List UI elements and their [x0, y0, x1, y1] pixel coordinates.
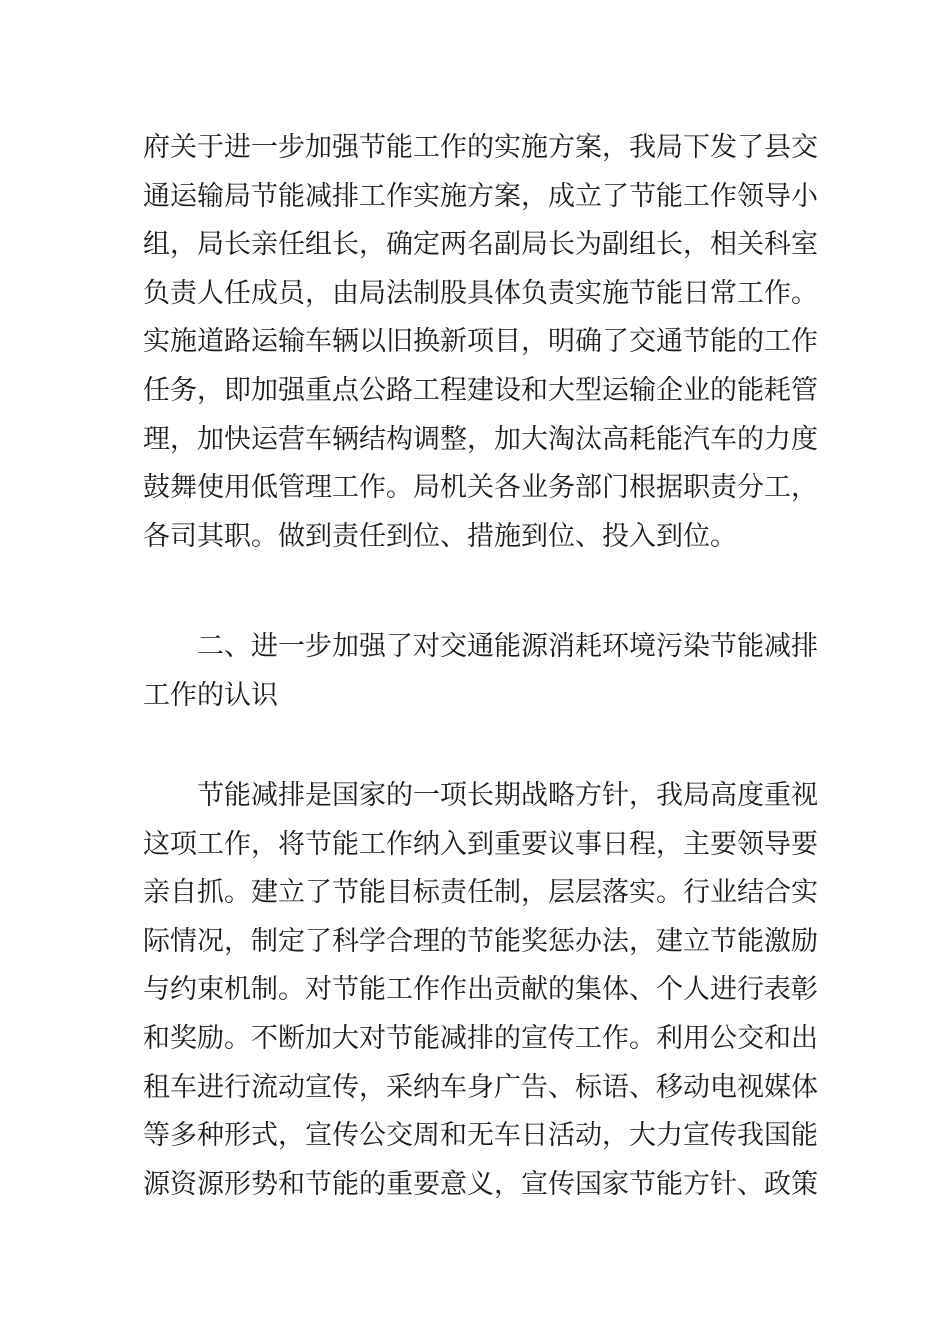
text-line: 和奖励。不断加大对节能减排的宣传工作。利用公交和出: [143, 1022, 818, 1054]
text-line: 各司其职。做到责任到位、措施到位、投入到位。: [143, 520, 737, 552]
body-paragraph-awareness: [143, 772, 818, 1209]
body-paragraph-implementation: [143, 124, 818, 561]
text-line: 等多种形式，宣传公交周和无车日活动，大力宣传我国能: [143, 1120, 818, 1152]
heading-line: 二、进一步加强了对交通能源消耗环境污染节能减排: [197, 631, 818, 662]
text-line: 负责人任成员，由局法制股具体负责实施节能日常工作。: [143, 277, 818, 309]
text-line: 际情况，制定了科学合理的节能奖惩办法，建立节能激励: [143, 925, 818, 957]
text-line: 任务，即加强重点公路工程建设和大型运输企业的能耗管: [143, 374, 818, 406]
text-line: 理，加快运营车辆结构调整，加大淘汰高耗能汽车的力度: [143, 423, 818, 455]
text-line: 这项工作，将节能工作纳入到重要议事日程，主要领导要: [143, 828, 818, 860]
text-line: 组，局长亲任组长，确定两名副局长为副组长，相关科室: [143, 229, 818, 261]
text-line: 府关于进一步加强节能工作的实施方案，我局下发了县交: [143, 132, 818, 163]
text-line: 源资源形势和节能的重要意义，宣传国家节能方针、政策: [143, 1168, 818, 1200]
text-line: 实施道路运输车辆以旧换新项目，明确了交通节能的工作: [143, 326, 818, 358]
text-line: 亲自抓。建立了节能目标责任制，层层落实。行业结合实: [143, 877, 818, 909]
heading-line: 工作的认识: [143, 679, 278, 711]
text-line: 租车进行流动宣传，采纳车身广告、标语、移动电视媒体: [143, 1071, 818, 1103]
text-line: 通运输局节能减排工作实施方案，成立了节能工作领导小: [143, 180, 818, 212]
text-line: 节能减排是国家的一项长期战略方针，我局高度重视: [197, 780, 818, 811]
text-line: 与约束机制。对节能工作作出贡献的集体、个人进行表彰: [143, 974, 818, 1006]
section-heading-2: [143, 623, 818, 720]
text-line: 鼓舞使用低管理工作。局机关各业务部门根据职责分工，: [143, 472, 818, 504]
